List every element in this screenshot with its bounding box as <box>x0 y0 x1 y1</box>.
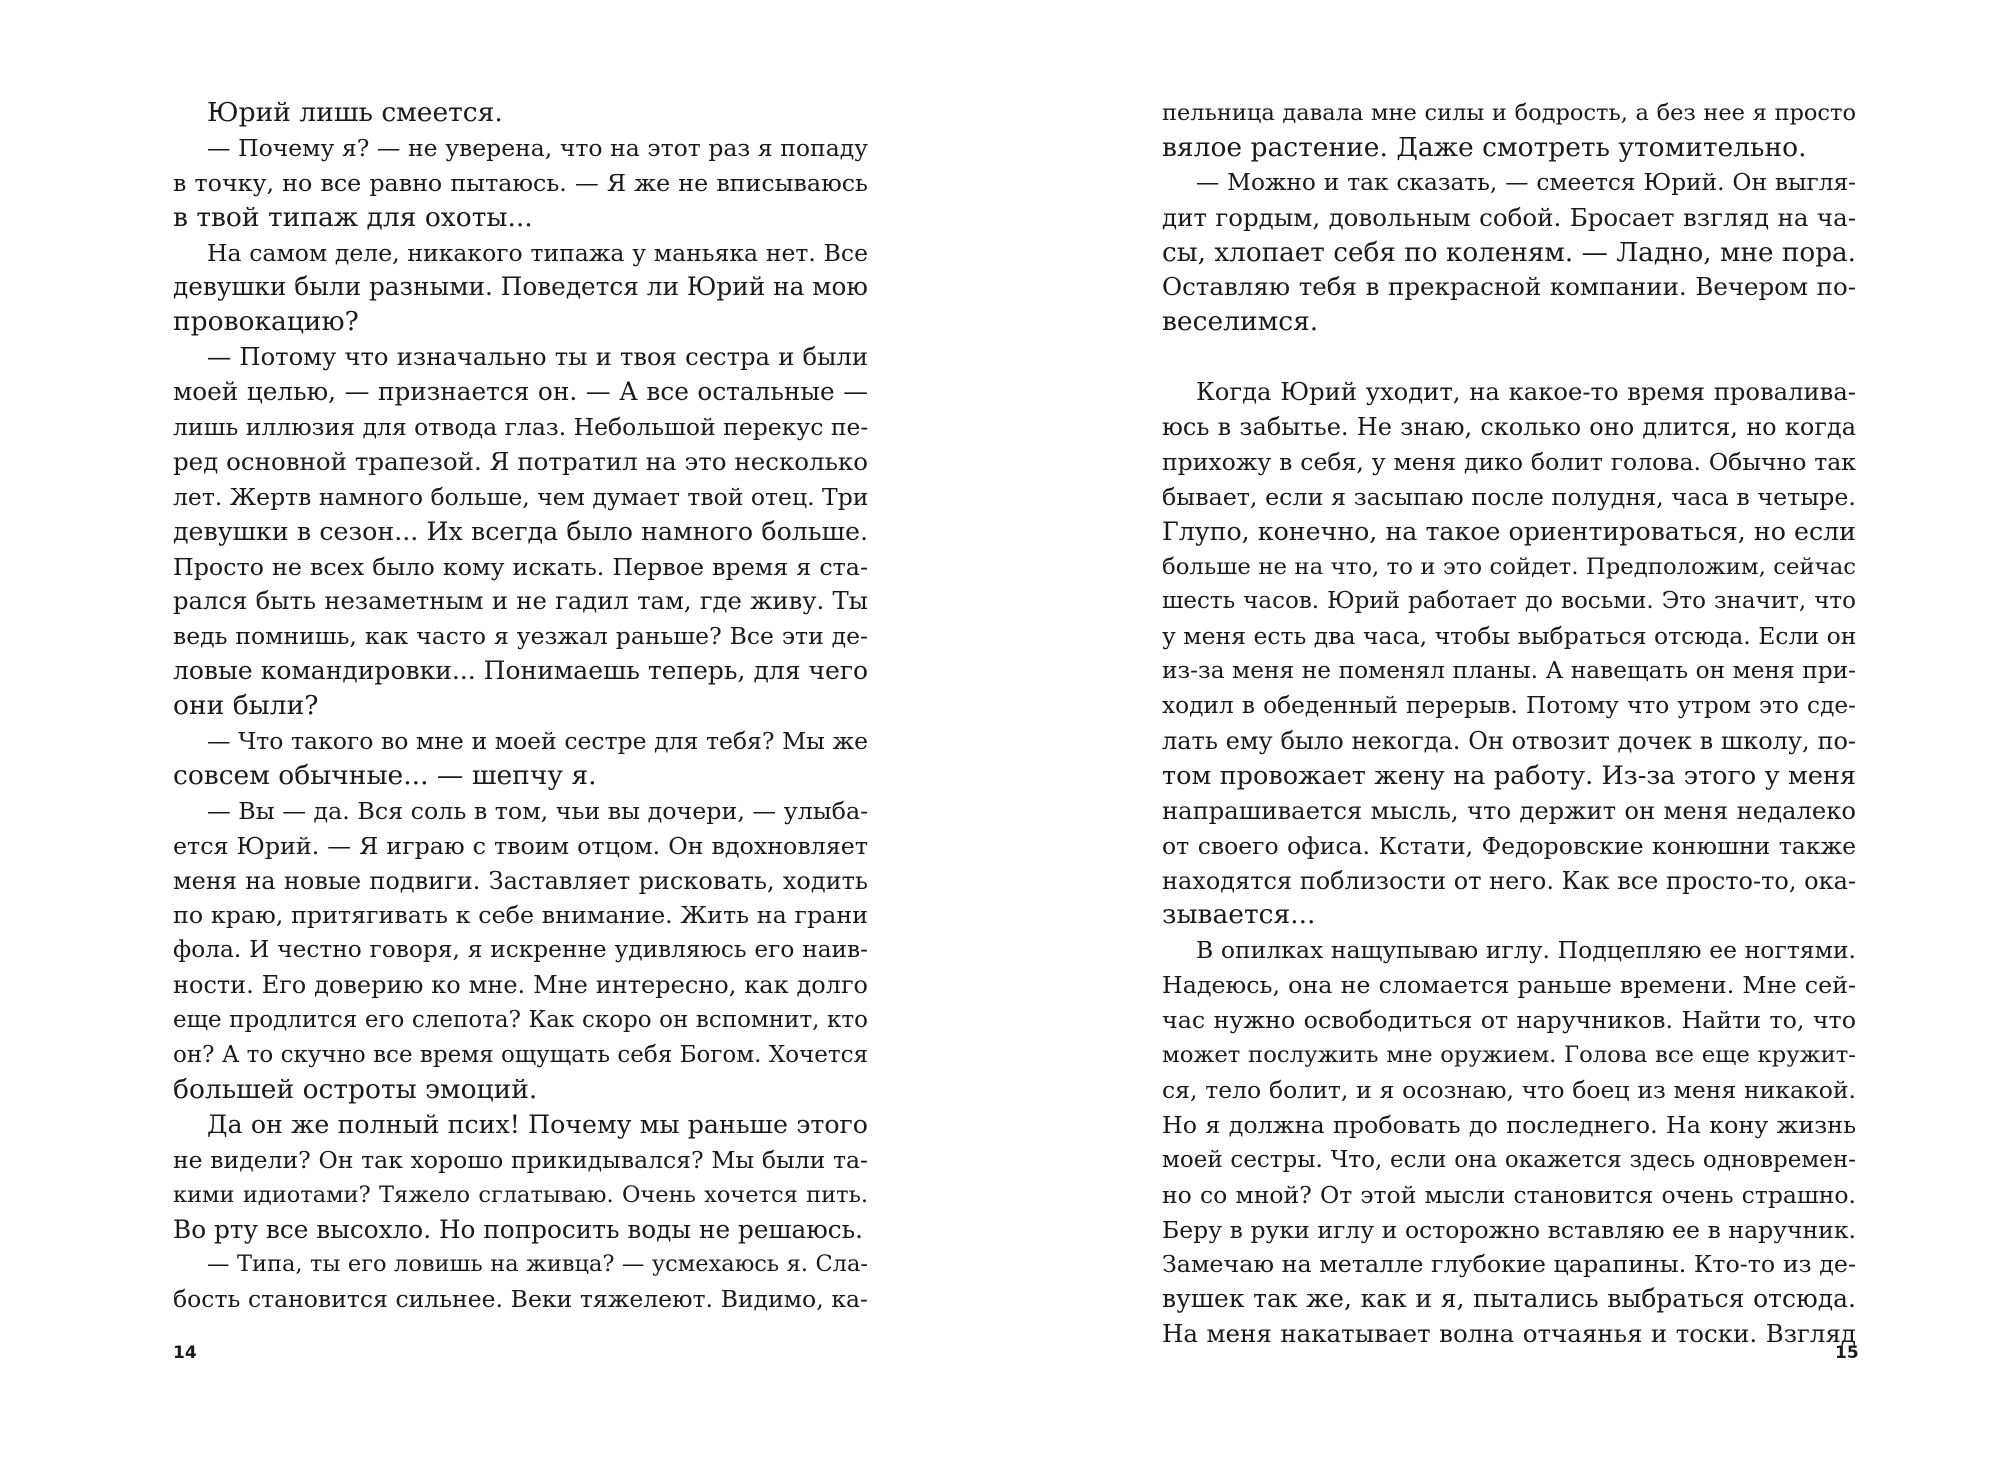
text-line: — Почему я? — не уверена, что на этот раз я попаду <box>207 133 868 162</box>
text-line: ется Юрий. — Я играю с твоим отцом. Он вдохновляет <box>173 831 868 860</box>
text-line: Надеюсь, она не сломается раньше времени. Мне сей- <box>1162 971 1856 1000</box>
text-line: ходил в обеденный перерыв. Потому что утром это сде- <box>1162 692 1856 720</box>
paragraph-break <box>1162 340 1856 375</box>
left-page-number: 14 <box>173 1343 197 1363</box>
text-line: девушки в сезон... Их всегда было намного больше. <box>173 516 868 546</box>
text-line: зывается... <box>1162 899 1316 931</box>
text-line: Во рту все высохло. Но попросить воды не решаюсь. <box>173 1214 863 1244</box>
text-line: бывает, если я засыпаю после полудня, часа в четыре. <box>1162 482 1856 511</box>
text-line: фола. И честно говоря, я искренне удивляюсь его наив- <box>173 936 868 964</box>
right-page-text <box>1162 96 1856 1352</box>
text-line: ред основной трапезой. Я потратил на это несколько <box>173 446 868 476</box>
text-line: от своего офиса. Кстати, Федоровские конюшни также <box>1162 831 1856 860</box>
left-page-text <box>173 96 868 1317</box>
text-line: ведь помнишь, как часто я уезжал раньше? Все эти де- <box>173 622 868 651</box>
text-line: моей сестры. Что, если она окажется здесь одновремен- <box>1162 1146 1856 1173</box>
text-line: может послужить мне оружием. Голова все еще кружит- <box>1162 1042 1856 1069</box>
text-line: час нужно освободиться от наручников. Найти то, что <box>1162 1006 1856 1035</box>
right-page <box>1000 0 2000 1470</box>
text-line: рался быть незаметным и не гадил там, где живу. Ты <box>173 586 868 616</box>
text-line: Да он же полный псих! Почему мы раньше этого <box>207 1109 868 1139</box>
text-line: — Что такого во мне и моей сестре для тебя? Мы же <box>207 727 868 756</box>
text-line: шесть часов. Юрий работает до восьми. Это значит, что <box>1162 588 1856 615</box>
text-line: совсем обычные... — шепчу я. <box>173 759 597 791</box>
text-line: у меня есть два часа, чтобы выбраться отсюда. Если он <box>1162 622 1857 651</box>
text-line: кими идиотами? Тяжело сглатываю. Очень хочется пить. <box>173 1181 868 1208</box>
text-line: — Вы — да. Вся соль в том, чьи вы дочери, — улыба- <box>207 796 869 825</box>
text-line: бость становится сильнее. Веки тяжелеют. Видимо, ка- <box>173 1285 868 1314</box>
text-line: лать ему было некогда. Он отвозит дочек в школу, по- <box>1162 727 1856 756</box>
text-line: Когда Юрий уходит, на какое-то время проваливa- <box>1196 377 1856 407</box>
text-line: Юрий лишь смеется. <box>207 97 503 128</box>
text-line: девушки были разными. Поведется ли Юрий на мою <box>173 272 868 302</box>
text-line: сы, хлопает себя по коленям. — Ладно, мне пора. <box>1162 237 1856 268</box>
text-line: напрашивается мысль, что держит он меня недалеко <box>1162 795 1856 825</box>
text-line: прихожу в себя, у меня дико болит голова. Обычно так <box>1162 447 1856 476</box>
text-line: вушек так же, как и я, пытались выбраться отсюда. <box>1162 1284 1856 1314</box>
text-line: — Можно и так сказать, — смеется Юрий. Он выгля- <box>1196 168 1856 196</box>
text-line: Оставляю тебя в прекрасной компании. Вечером по- <box>1162 272 1856 302</box>
text-line: вялое растение. Даже смотреть утомительно. <box>1162 131 1807 163</box>
text-line: том провожает жену на работу. Из-за этого у меня <box>1162 760 1856 791</box>
text-line: Просто не всех было кому искать. Первое время я ста- <box>173 552 868 581</box>
text-line: Глупо, конечно, на такое ориентироваться, но если <box>1162 516 1856 546</box>
text-line: по краю, притягивать к себе внимание. Жить на грани <box>173 901 868 930</box>
text-line: в точку, но все равно пытаюсь. — Я же не вписываюсь <box>173 168 868 197</box>
text-line: В опилках нащупываю иглу. Подцепляю ее ногтями. <box>1196 936 1856 965</box>
text-line: они были? <box>173 690 319 722</box>
text-line: из-за меня не поменял планы. А навещать он меня при- <box>1162 657 1856 685</box>
text-line: он? А то скучно все время ощущать себя Богом. Хочется <box>173 1042 868 1069</box>
text-line: Замечаю на металле глубокие царапины. Кто-то из де- <box>1162 1250 1856 1279</box>
text-line: провокацию? <box>173 306 359 338</box>
text-line: Беру в руки иглу и осторожно вставляю ее в наручник. <box>1162 1215 1856 1244</box>
text-line: пельница давала мне силы и бодрость, а без нее я просто <box>1162 100 1856 126</box>
text-line: ности. Его доверию ко мне. Мне интересно, как долго <box>173 971 868 1000</box>
text-line: еще продлится его слепота? Как скоро он вспомнит, кто <box>173 1007 868 1034</box>
text-line: веселимся. <box>1162 306 1319 338</box>
text-line: Но я должна пробовать до последнего. На кону жизнь <box>1162 1110 1856 1139</box>
text-line: — Потому что изначально ты и твоя сестра и были <box>207 342 868 372</box>
text-line: лет. Жертв намного больше, чем думает твой отец. Три <box>173 482 869 511</box>
text-line: ловые командировки... Понимаешь теперь, для чего <box>173 656 868 686</box>
text-line: На самом деле, никакого типажа у маньяка нет. Все <box>207 238 868 267</box>
text-line: юсь в забытье. Не знаю, сколько оно длится, но когда <box>1162 413 1856 442</box>
text-line: На меня накатывает волна отчаянья и тоски. Взгляд <box>1162 1319 1856 1349</box>
text-line: дит гордым, довольным собой. Бросает взгляд на ча- <box>1162 202 1856 232</box>
text-line: но со мной? От этой мысли становится очень страшно. <box>1162 1180 1856 1209</box>
text-line: не видели? Он так хорошо прикидывался? Мы были та- <box>173 1145 868 1174</box>
text-line: больше не на что, то и это сойдет. Предположим, сейчас <box>1162 553 1856 580</box>
right-page-number: 15 <box>1835 1343 1859 1363</box>
text-line: — Типа, ты его ловишь на живца? — усмехаюсь я. Сла- <box>207 1251 868 1278</box>
text-line: большей остроты эмоций. <box>173 1073 538 1105</box>
text-line: в твой типаж для охоты... <box>173 201 533 233</box>
text-line: лишь иллюзия для отвода глаз. Небольшой перекус пе- <box>173 413 869 442</box>
text-line: моей целью, — признается он. — А все остальные — <box>173 377 868 407</box>
text-line: меня на новые подвиги. Заставляет рисковать, ходить <box>173 866 868 895</box>
text-line: находятся поблизости от него. Как все просто-то, ока- <box>1162 866 1856 895</box>
text-line: ся, тело болит, и я осознаю, что боец из меня никакой. <box>1162 1075 1856 1104</box>
